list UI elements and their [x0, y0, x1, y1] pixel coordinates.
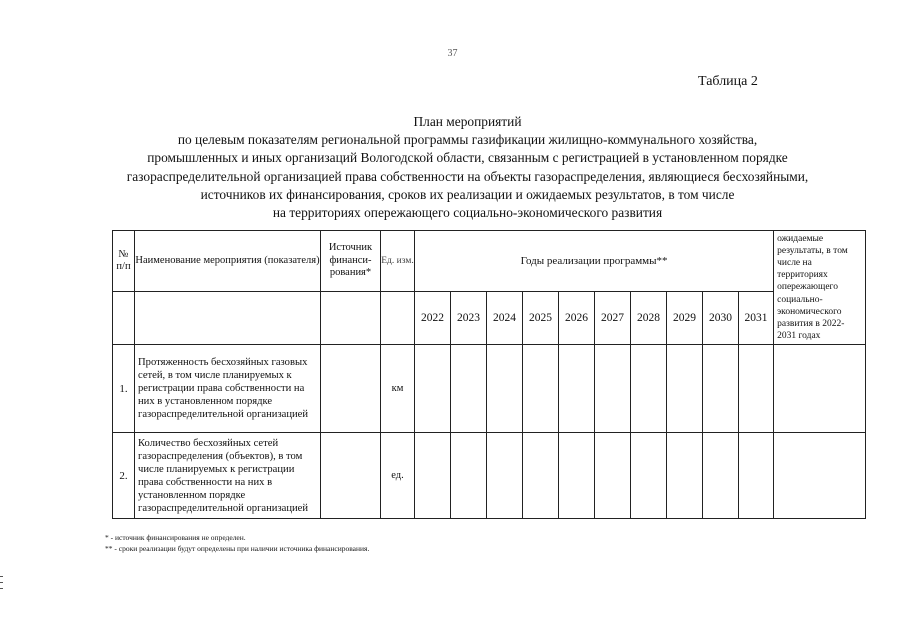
year-cell	[631, 433, 667, 519]
year-cell	[451, 345, 487, 433]
result-cell	[774, 433, 866, 519]
year-header: 2027	[595, 292, 631, 345]
row-source	[321, 345, 381, 433]
row-source	[321, 433, 381, 519]
header-cell-empty	[113, 292, 135, 345]
year-cell	[595, 433, 631, 519]
row-unit: км	[381, 345, 415, 433]
year-cell	[739, 345, 774, 433]
page-number: 37	[447, 48, 458, 59]
footnote: ** - сроки реализации будут определены при наличии источника финансирования.	[105, 544, 370, 553]
year-header: 2023	[451, 292, 487, 345]
year-cell	[595, 345, 631, 433]
year-header: 2028	[631, 292, 667, 345]
year-cell	[415, 433, 451, 519]
year-header: 2029	[667, 292, 703, 345]
header-num: № п/п	[113, 231, 135, 292]
result-cell	[774, 345, 866, 433]
row-unit: ед.	[381, 433, 415, 519]
year-header: 2024	[487, 292, 523, 345]
year-cell	[415, 345, 451, 433]
year-header: 2030	[703, 292, 739, 345]
title-line: План мероприятий	[413, 114, 522, 129]
table-label: Таблица 2	[698, 74, 758, 89]
row-num: 1.	[113, 345, 135, 433]
scan-artifact	[0, 588, 3, 589]
header-cell-empty	[135, 292, 321, 345]
plan-table	[112, 230, 866, 519]
year-cell	[487, 345, 523, 433]
title-line: источников их финансирования, сроков их реализации и ожидаемых результатов, в том числе	[200, 186, 735, 202]
year-cell	[559, 433, 595, 519]
title-line: промышленных и иных организаций Вологодской области, связанным с регистрацией в установленном порядке	[147, 150, 788, 166]
year-header: 2026	[559, 292, 595, 345]
header-source: Источник финанси-рования*	[321, 231, 381, 292]
year-cell	[739, 433, 774, 519]
title-line: газораспределительной организацией права собственности на объекты газораспределения, являющиеся бесхозяйными,	[126, 168, 809, 184]
row-name: Протяженность бесхозяйных газовых сетей, в том числе планируемых к регистрации права собственности на них в установленном порядке газораспределительной организацией	[135, 345, 321, 433]
year-header: 2031	[739, 292, 774, 345]
year-cell	[559, 345, 595, 433]
scan-artifact	[0, 582, 3, 583]
footnote: * - источник финансирования не определен.	[105, 533, 246, 542]
title-line: на территориях опережающего социально-экономического развития	[272, 205, 663, 221]
year-header: 2025	[523, 292, 559, 345]
year-cell	[667, 345, 703, 433]
year-cell	[523, 433, 559, 519]
header-cell-empty	[321, 292, 381, 345]
year-cell	[487, 433, 523, 519]
header-years-group: Годы реализации программы**	[415, 231, 774, 292]
table-row	[113, 433, 866, 519]
row-num: 2.	[113, 433, 135, 519]
scan-artifact	[0, 576, 3, 577]
row-name: Количество бесхозяйных сетей газораспределения (объектов), в том числе планируемых к регистрации права собственности на них в установленном порядке газораспределительной организацией	[135, 433, 321, 519]
year-cell	[451, 433, 487, 519]
year-cell	[703, 345, 739, 433]
title-line: по целевым показателям региональной программы газификации жилищно-коммунального хозяйства,	[177, 132, 758, 148]
year-cell	[523, 345, 559, 433]
year-cell	[703, 433, 739, 519]
year-cell	[667, 433, 703, 519]
year-header: 2022	[415, 292, 451, 345]
header-cell-empty	[381, 292, 415, 345]
document-title	[95, 113, 840, 222]
header-name: Наименование мероприятия (показателя)	[135, 231, 321, 292]
year-cell	[631, 345, 667, 433]
header-result: ожидаемые результаты, в том числе на территориях опережающего социально-экономического развития в 2022-2031 годах	[774, 231, 866, 345]
table-row	[113, 345, 866, 433]
header-unit: Ед. изм.	[381, 231, 415, 292]
